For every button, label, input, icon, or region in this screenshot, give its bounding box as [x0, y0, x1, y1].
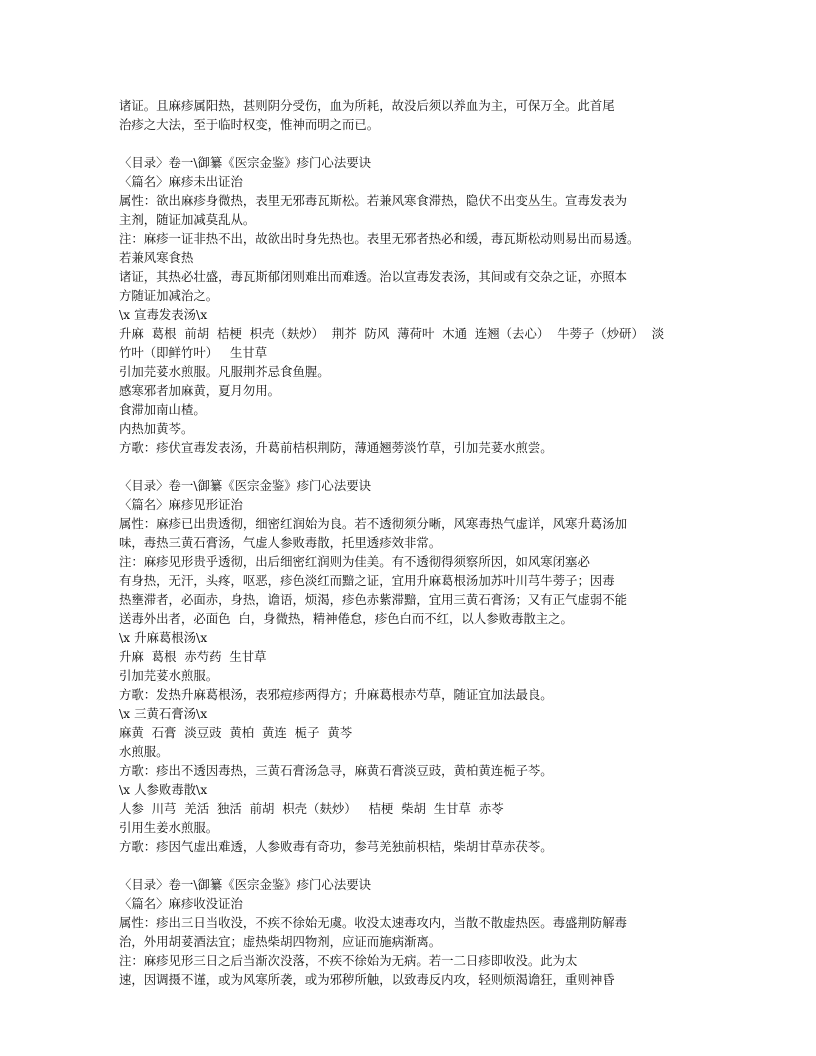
text-line: 味，毒热三黄石膏汤，气虚人参败毒散，托里透疹效非常。 — [119, 535, 442, 550]
text-line: 方歌：发热升麻葛根汤，表邪痘疹两得方；升麻葛根赤芍草，随证宜加法最良。 — [119, 687, 553, 702]
text-line: 注：麻疹见形三日之后当渐次没落，不疾不徐始为无病。若一二日疹即收没。此为太 — [119, 953, 578, 968]
text-line: 注：麻疹一证非热不出，故欲出时身先热也。表里无邪者热必和缓，毒瓦斯松动则易出而易透。 — [119, 231, 640, 246]
text-line: 方随证加减治之。 — [119, 288, 219, 303]
text-line: 内热加黄芩。 — [119, 421, 194, 436]
text-line: 热壅滞者，必面赤，身热，谵语，烦渴，疹色赤紫滞黯，宜用三黄石膏汤；又有正气虚弱不能 — [119, 592, 628, 607]
text-line: 引加芫荽水煎服。凡服荆芥忌食鱼腥。 — [119, 364, 330, 379]
text-line: 〈篇名〉麻疹见形证治 — [119, 497, 243, 512]
text-line: 〈篇名〉麻疹未出证治 — [119, 174, 243, 189]
text-line: \x 人参败毒散\x — [119, 782, 208, 797]
text-line: 速，因调摄不谨，或为风寒所袭，或为邪秽所触，以致毒反内攻，轻则烦渴谵狂，重则神昏 — [119, 972, 615, 987]
text-line: \x 三黄石膏汤\x — [119, 706, 208, 721]
text-line: 有身热，无汗，头疼，呕恶，疹色淡红而黯之证，宜用升麻葛根汤加苏叶川芎牛蒡子；因毒 — [119, 573, 615, 588]
text-line: 属性：麻疹已出贵透彻，细密红润始为良。若不透彻须分晰，风寒毒热气虚详，风寒升葛汤加 — [119, 516, 628, 531]
text-line: 治疹之大法，至于临时权变，惟神而明之而已。 — [119, 117, 380, 132]
text-line: 食滞加南山楂。 — [119, 402, 206, 417]
text-line: 注：麻疹见形贵乎透彻，出后细密红润则为佳美。有不透彻得须察所因，如风寒闭塞必 — [119, 554, 590, 569]
text-line: 诸证。且麻疹属阳热，甚则阴分受伤，血为所耗，故没后须以养血为主，可保万全。此首尾 — [119, 98, 615, 113]
text-line: 引加芫荽水煎服。 — [119, 668, 219, 683]
blank-line — [119, 134, 689, 153]
text-line: 治，外用胡荽酒法宜；虚热柴胡四物剂，应证而施病渐离。 — [119, 934, 442, 949]
text-line: 引用生姜水煎服。 — [119, 820, 219, 835]
text-line: 〈目录〉卷一\御纂《医宗金鉴》疹门心法要诀 — [119, 877, 371, 892]
text-line: 感寒邪者加麻黄，夏月勿用。 — [119, 383, 281, 398]
text-line: 〈目录〉卷一\御纂《医宗金鉴》疹门心法要诀 — [119, 155, 371, 170]
text-line: 方歌：疹伏宣毒发表汤，升葛前桔枳荆防，薄通翘蒡淡竹草，引加芫荽水煎尝。 — [119, 440, 553, 455]
text-line: 主剂，随证加减莫乱从。 — [119, 212, 256, 227]
text-line: 人参 川芎 羌活 独活 前胡 枳壳（麸炒） 桔梗 柴胡 生甘草 赤苓 — [119, 801, 504, 816]
blank-line — [119, 856, 689, 875]
text-line: 属性：疹出三日当收没，不疾不徐始无虞。收没太速毒攻内，当散不散虚热医。毒盛荆防解毒 — [119, 915, 628, 930]
text-line: \x 宣毒发表汤\x — [119, 307, 208, 322]
text-line: 〈目录〉卷一\御纂《医宗金鉴》疹门心法要诀 — [119, 478, 371, 493]
text-line: 属性：欲出麻疹身微热，表里无邪毒瓦斯松。若兼风寒食滞热，隐伏不出变丛生。宣毒发表为 — [119, 193, 628, 208]
text-line: 水煎服。 — [119, 744, 169, 759]
text-line: 方歌：疹因气虚出难透，人参败毒有奇功，参芎羌独前枳桔，柴胡甘草赤茯苓。 — [119, 839, 553, 854]
text-line: 升麻 葛根 赤芍药 生甘草 — [119, 649, 267, 664]
text-line: 麻黄 石膏 淡豆豉 黄柏 黄连 栀子 黄芩 — [119, 725, 353, 740]
text-line: 〈篇名〉麻疹收没证治 — [119, 896, 243, 911]
text-line: 升麻 葛根 前胡 桔梗 枳壳（麸炒） 荆芥 防风 薄荷叶 木通 连翘（去心） 牛蒡子（炒研） 淡 — [119, 326, 665, 341]
document-page — [119, 96, 689, 989]
text-line: 方歌：疹出不透因毒热，三黄石膏汤急寻，麻黄石膏淡豆豉，黄柏黄连栀子芩。 — [119, 763, 553, 778]
text-line: 竹叶（即鲜竹叶） 生甘草 — [119, 345, 268, 360]
text-line: 送毒外出者，必面色 白，身微热，精神倦怠，疹色白而不红，以人参败毒散主之。 — [119, 611, 573, 626]
text-line: 若兼风寒食热 — [119, 250, 194, 265]
text-line: \x 升麻葛根汤\x — [119, 630, 208, 645]
blank-line — [119, 457, 689, 476]
text-line: 诸证，其热必壮盛，毒瓦斯郁闭则难出而难透。治以宣毒发表汤，其间或有交杂之证，亦照本 — [119, 269, 628, 284]
